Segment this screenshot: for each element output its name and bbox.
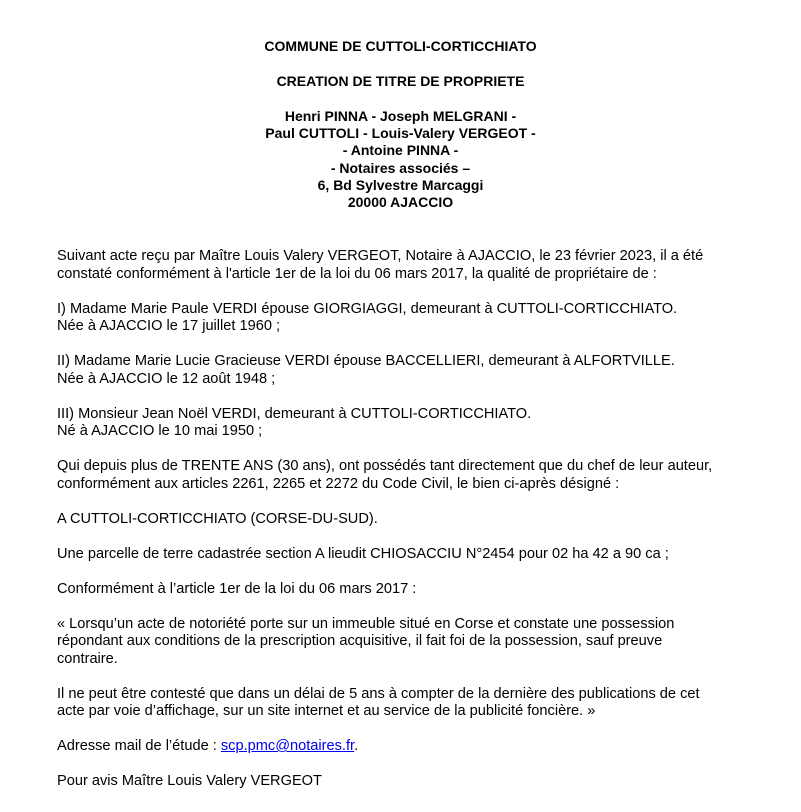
- email-link[interactable]: scp.pmc@notaires.fr: [220, 738, 355, 754]
- notaries-line: - Notaires associés –: [330, 159, 471, 176]
- parcel-paragraph: Une parcelle de terre cadastrée section A lieudit CHIOSACCIU N°2454 pour 02 ha 42 a 90 ca ;: [57, 545, 669, 562]
- owner-paragraph-1: I) Madame Marie Paule VERDI épouse GIORGIAGGI, demeurant à CUTTOLI-CORTICCHIATO. Née à AJACCIO le 17 juillet 1960 ;: [57, 300, 678, 334]
- notaries-line: - Antoine PINNA -: [342, 142, 459, 159]
- notaries-city: 20000 AJACCIO: [347, 193, 454, 210]
- email-paragraph: [57, 738, 747, 756]
- document-title: CREATION DE TITRE DE PROPRIETE: [276, 73, 525, 89]
- notaries-line: Paul CUTTOLI - Louis-Valery VERGEOT -: [265, 125, 536, 142]
- law-reference-paragraph: Conformément à l’article 1er de la loi du 06 mars 2017 :: [57, 580, 417, 597]
- quote-paragraph-1: « Lorsqu’un acte de notoriété porte sur un immeuble situé en Corse et constate une possession répondant aux conditions de la prescription acquisitive, il fait foi de la possession, sauf preuve contraire.: [57, 615, 675, 667]
- commune-heading: COMMUNE DE CUTTOLI-CORTICCHIATO: [264, 38, 537, 54]
- email-label: Adresse mail de l’étude :: [57, 738, 221, 754]
- email-suffix: .: [354, 738, 359, 754]
- location-paragraph: A CUTTOLI-CORTICCHIATO (CORSE-DU-SUD).: [57, 510, 378, 527]
- notaries-block: [0, 108, 801, 211]
- intro-paragraph: Suivant acte reçu par Maître Louis Valery VERGEOT, Notaire à AJACCIO, le 23 février 2023, il a été constaté conformément à l'article 1er de la loi du 06 mars 2017, la qualité de propriétaire de :: [57, 248, 704, 282]
- notaries-address: 6, Bd Sylvestre Marcaggi: [317, 176, 484, 193]
- possession-paragraph: Qui depuis plus de TRENTE ANS (30 ans), ont possédés tant directement que du chef de leur auteur, conformément aux articles 2261, 2265 et 2272 du Code Civil, le bien ci-après désigné :: [57, 458, 713, 492]
- owner-paragraph-2: II) Madame Marie Lucie Gracieuse VERDI épouse BACCELLIERI, demeurant à ALFORTVILLE. Née à AJACCIO le 12 août 1948 ;: [57, 353, 675, 387]
- signature-paragraph: Pour avis Maître Louis Valery VERGEOT: [57, 773, 322, 789]
- notaries-line: Henri PINNA - Joseph MELGRANI -: [284, 108, 517, 124]
- document-body: [57, 248, 747, 808]
- quote-paragraph-2: Il ne peut être contesté que dans un délai de 5 ans à compter de la dernière des publications de cet acte par voie d’affichage, sur un site internet et au service de la publicité foncière. »: [57, 685, 700, 719]
- owner-paragraph-3: III) Monsieur Jean Noël VERDI, demeurant à CUTTOLI-CORTICCHIATO. Né à AJACCIO le 10 mai 1950 ;: [57, 405, 532, 439]
